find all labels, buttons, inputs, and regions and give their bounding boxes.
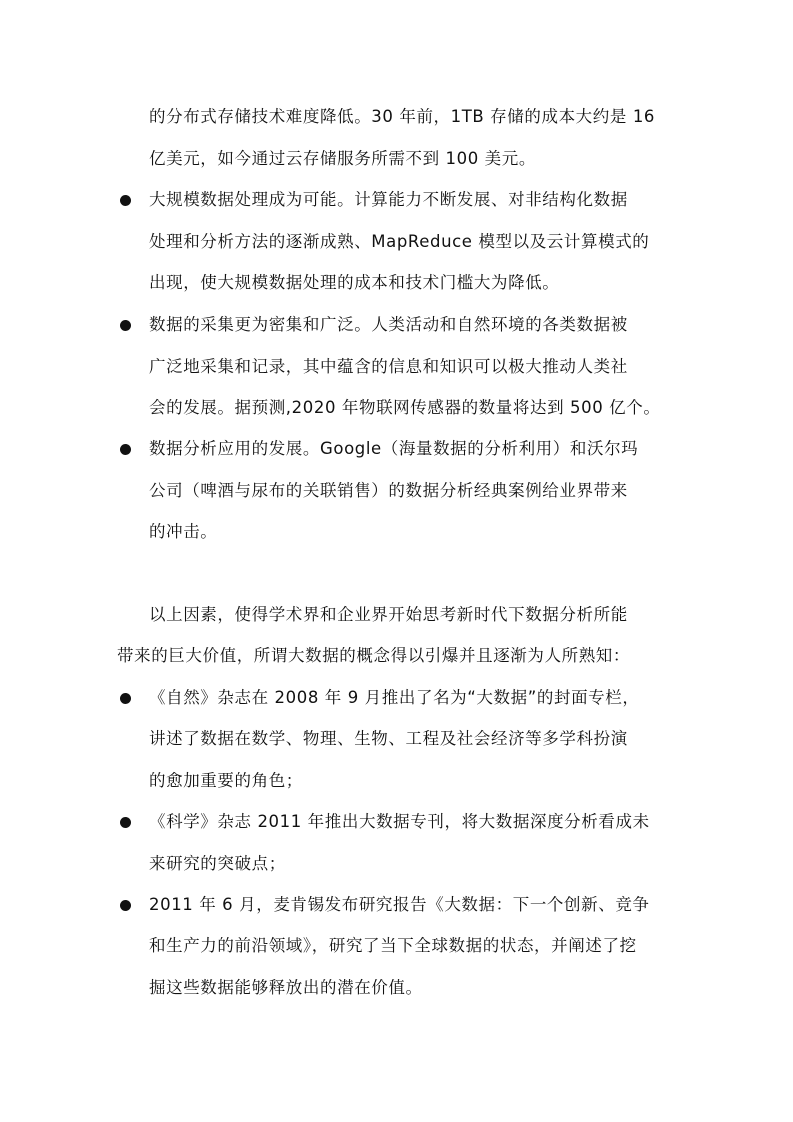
bullet-point-icon [120, 900, 131, 911]
paragraph-line-2: 带来的巨大价值，所谓大数据的概念得以引爆并且逐渐为人所熟知： [117, 646, 630, 665]
bullet-1-line-1: 大规模数据处理成为可能。计算能力不断发展、对非结构化数据 [149, 190, 628, 209]
bullet-3-line-3: 的冲击。 [149, 522, 218, 541]
bullet-4-line-1: 《自然》杂志在 2008 年 9 月推出了名为“大数据”的封面专栏， [149, 688, 640, 707]
bullet-1-line-2: 处理和分析方法的逐渐成熟、MapReduce 模型以及云计算模式的 [149, 232, 650, 251]
bullet-point-icon [120, 444, 131, 455]
bullet-1-line-3: 出现，使大规模数据处理的成本和技术门槛大为降低。 [149, 273, 560, 292]
bullet-point-icon [120, 693, 131, 704]
bullet-5-line-1: 《科学》杂志 2011 年推出大数据专刊，将大数据深度分析看成未 [149, 812, 650, 831]
bullet-6-line-1: 2011 年 6 月，麦肯锡发布研究报告《大数据：下一个创新、竞争 [149, 895, 650, 914]
bullet-point-icon [120, 320, 131, 331]
continuation-line-2: 亿美元，如今通过云存储服务所需不到 100 美元。 [149, 149, 536, 168]
paragraph-line-1: 以上因素，使得学术界和企业界开始思考新时代下数据分析所能 [149, 605, 628, 624]
bullet-6-line-2: 和生产力的前沿领域》，研究了当下全球数据的状态，并阐述了挖 [149, 936, 637, 955]
bullet-point-icon [120, 817, 131, 828]
bullet-4-line-3: 的愈加重要的角色； [149, 771, 303, 790]
bullet-2-line-1: 数据的采集更为密集和广泛。人类活动和自然环境的各类数据被 [149, 315, 628, 334]
bullet-3-line-1: 数据分析应用的发展。Google（海量数据的分析利用）和沃尔玛 [149, 439, 639, 458]
bullet-point-icon [120, 195, 131, 206]
bullet-3-line-2: 公司（啤酒与尿布的关联销售）的数据分析经典案例给业界带来 [149, 481, 628, 500]
bullet-4-line-2: 讲述了数据在数学、物理、生物、工程及社会经济等多学科扮演 [149, 729, 628, 748]
continuation-line-1: 的分布式存储技术难度降低。30 年前，1TB 存储的成本大约是 16 [149, 107, 656, 126]
bullet-2-line-3: 会的发展。据预测,2020 年物联网传感器的数量将达到 500 亿个。 [149, 398, 661, 417]
bullet-5-line-2: 来研究的突破点； [149, 854, 286, 873]
bullet-2-line-2: 广泛地采集和记录，其中蕴含的信息和知识可以极大推动人类社 [149, 357, 628, 376]
bullet-6-line-3: 掘这些数据能够释放出的潜在价值。 [149, 978, 423, 997]
